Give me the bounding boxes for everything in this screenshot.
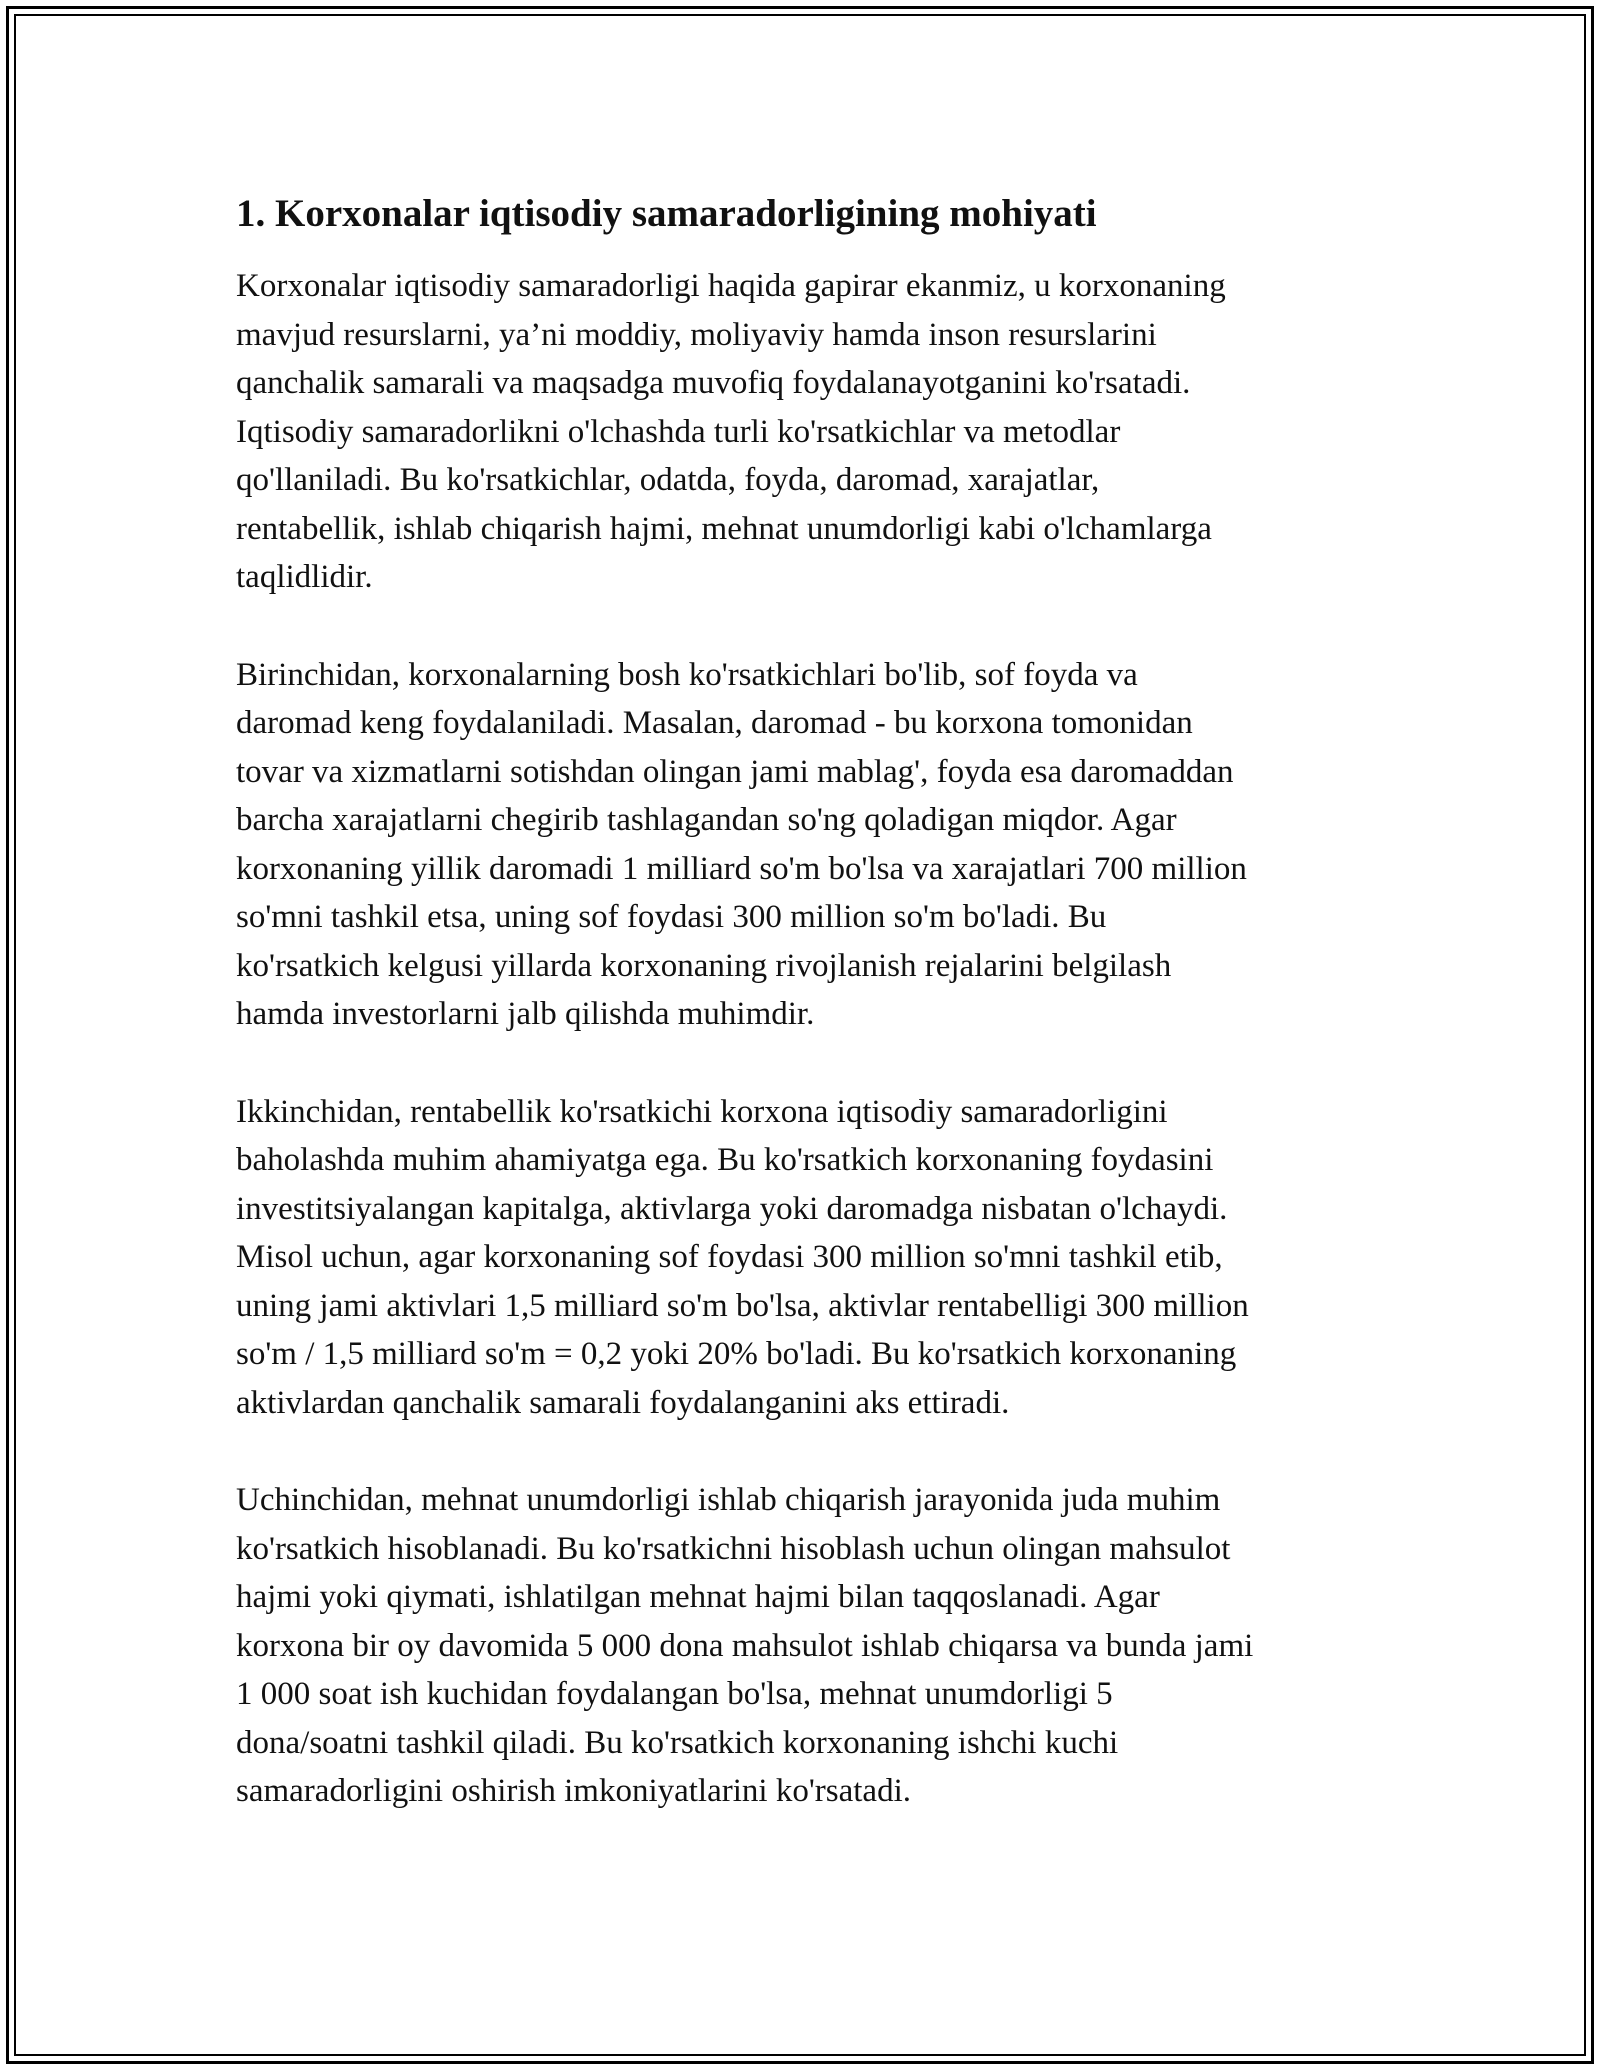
paragraph-second-point: Ikkinchidan, rentabellik ko'rsatkichi korxona iqtisodiy samaradorligini baholashda muhim ahamiyatga ega. Bu ko'rsatkich korxonaning foydasini investitsiyalangan kapitalga, aktivlarga yoki daromadga nisbatan o'lchaydi. Misol uchun, agar korxonaning sof foydasi 300 million so'mni tashkil etib, uning jami aktivlari 1,5 milliard so'm bo'lsa, aktivlar rentabelligi 300 million so'm / 1,5 milliard so'm = 0,2 yoki 20% bo'ladi. Bu ko'rsatkich korxonaning aktivlardan qanchalik samarali foydalanganini aks ettiradi. bbox=[236, 1093, 1249, 1421]
paragraph-third-point: Uchinchidan, mehnat unumdorligi ishlab chiqarish jarayonida juda muhim ko'rsatkich hisoblanadi. Bu ko'rsatkichni hisoblash uchun olingan mahsulot hajmi yoki qiymati, ishlatilgan mehnat hajmi bilan taqqoslanadi. Agar korxona bir oy davomida 5 000 dona mahsulot ishlab chiqarsa va bunda jami 1 000 soat ish kuchidan foydalangan bo'lsa, mehnat unumdorligi 5 dona/soatni tashkil qiladi. Bu ko'rsatkich korxonaning ishchi kuchi samaradorligini oshirish imkoniyatlarini ko'rsatadi. bbox=[236, 1482, 1254, 1809]
paragraph-intro: Korxonalar iqtisodiy samaradorligi haqida gapirar ekanmiz, u korxonaning mavjud resurslarni, ya’ni moddiy, moliyaviy hamda inson resurslarini qanchalik samarali va maqsadga muvofiq foydalanayotganini ko'rsatadi. Iqtisodiy samaradorlikni o'lchashda turli ko'rsatkichlar va metodlar qo'llaniladi. Bu ko'rsatkichlar, odatda, foyda, daromad, xarajatlar, rentabellik, ishlab chiqarish hajmi, mehnat unumdorligi kabi o'lchamlarga taqlidlidir. bbox=[236, 268, 1226, 595]
section-heading: 1. Korxonalar iqtisodiy samaradorligining mohiyati bbox=[236, 192, 1097, 235]
document-body bbox=[236, 186, 1376, 1865]
paragraph-first-point: Birinchidan, korxonalarning bosh ko'rsatkichlari bo'lib, sof foyda va daromad keng foydalaniladi. Masalan, daromad - bu korxona tomonidan tovar va xizmatlarni sotishdan olingan jami mablag', foyda esa daromaddan barcha xarajatlarni chegirib tashlagandan so'ng qoladigan miqdor. Agar korxonaning yillik daromadi 1 milliard so'm bo'lsa va xarajatlari 700 million so'mni tashkil etsa, uning sof foydasi 300 million so'm bo'ladi. Bu ko'rsatkich kelgusi yillarda korxonaning rivojlanish rejalarini belgilash hamda investorlarni jalb qilishda muhimdir. bbox=[236, 656, 1247, 1032]
